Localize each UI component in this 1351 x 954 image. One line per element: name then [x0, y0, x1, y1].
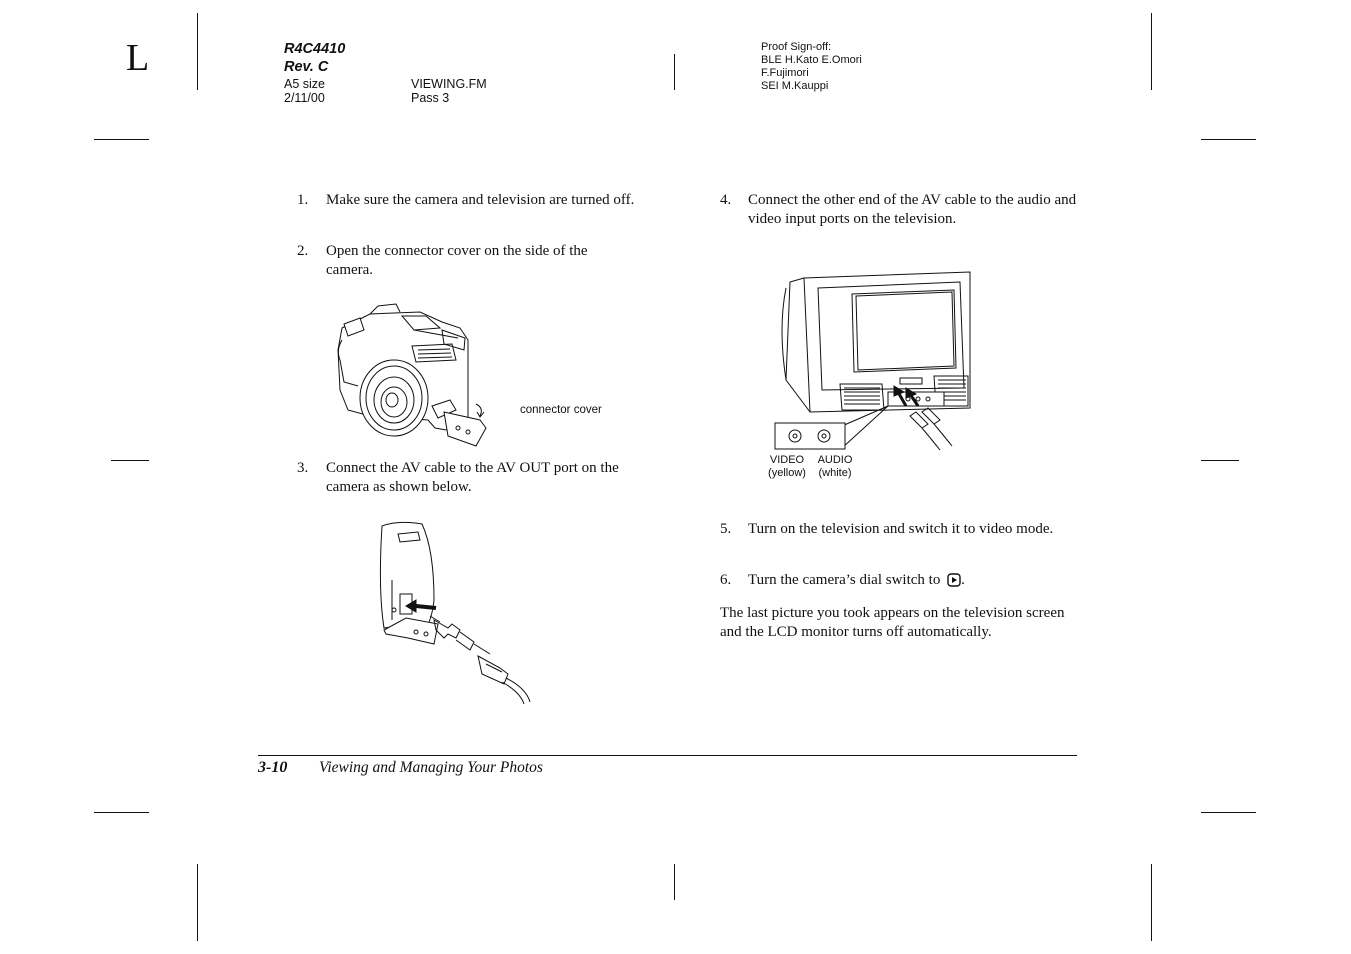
- step-text: Turn on the television and switch it to video mode.: [748, 521, 1054, 537]
- doc-code: R4C4410: [284, 41, 346, 57]
- step-text: Make sure the camera and television are turned off.: [326, 192, 635, 208]
- crop-mark: [94, 139, 149, 140]
- signoff-line: F.Fujimori: [761, 67, 809, 79]
- step-number: 1.: [297, 192, 309, 208]
- file-name: VIEWING.FM: [411, 77, 487, 91]
- page-letter: L: [126, 37, 150, 79]
- signoff-line: Proof Sign-off:: [761, 41, 832, 53]
- crop-mark: [197, 13, 198, 90]
- audio-color: (white): [818, 467, 852, 479]
- step-number: 3.: [297, 460, 309, 476]
- crop-mark: [1201, 139, 1256, 140]
- audio-label: AUDIO: [817, 454, 853, 466]
- step-text: Open the connector cover on the side of the camera.: [326, 243, 588, 278]
- crop-mark: [1201, 460, 1239, 461]
- crop-mark: [1151, 864, 1152, 941]
- crop-mark: [674, 54, 675, 90]
- signoff-line: BLE H.Kato E.Omori: [761, 54, 862, 66]
- step-text: [748, 571, 1078, 590]
- video-color: (yellow): [768, 467, 806, 479]
- section-title: Viewing and Managing Your Photos: [319, 759, 543, 776]
- connector-cover-label: connector cover: [520, 404, 602, 416]
- crop-mark: [111, 460, 149, 461]
- video-label: VIDEO: [769, 454, 805, 466]
- camera-connector-cover-illustration: [330, 300, 530, 460]
- av-cable-camera-illustration: [378, 520, 538, 705]
- paper-size: A5 size: [284, 77, 325, 91]
- audio-port-label: [810, 454, 860, 480]
- step-number: 2.: [297, 243, 309, 259]
- step-number: 4.: [720, 192, 732, 208]
- crop-mark: [197, 864, 198, 941]
- video-port-label: [762, 454, 812, 480]
- crop-mark: [1201, 812, 1256, 813]
- step-number: 6.: [720, 572, 732, 588]
- pass: Pass 3: [411, 91, 450, 105]
- step-text-after: .: [961, 572, 965, 588]
- step-text-main: Turn the camera’s dial switch to: [748, 572, 941, 588]
- signoff-block: [761, 41, 862, 93]
- closing-paragraph: The last picture you took appears on the television screen and the LCD monitor turns off automatically.: [720, 605, 1065, 640]
- step-number: 5.: [720, 521, 732, 537]
- revision: Rev. C: [284, 59, 329, 75]
- page-number: 3-10: [258, 759, 288, 776]
- playback-icon: [947, 573, 961, 587]
- step-text: Connect the other end of the AV cable to the audio and video input ports on the television.: [748, 192, 1077, 227]
- date: 2/11/00: [284, 91, 325, 105]
- crop-mark: [1151, 13, 1152, 90]
- step-text: Connect the AV cable to the AV OUT port on the camera as shown below.: [326, 460, 619, 495]
- footer-rule: [258, 755, 1077, 756]
- crop-mark: [674, 864, 675, 900]
- crop-mark: [94, 812, 149, 813]
- signoff-line: SEI M.Kauppi: [761, 80, 829, 92]
- television-illustration: [770, 268, 980, 458]
